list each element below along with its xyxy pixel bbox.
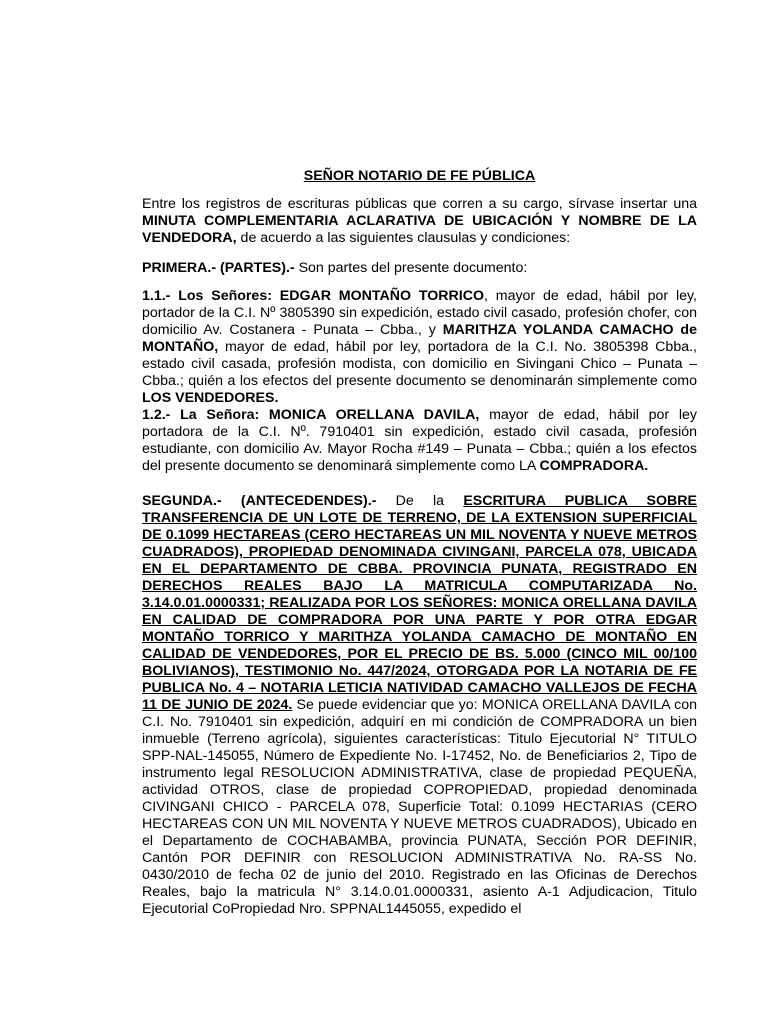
segunda-text-2: Se puede evidenciar que yo: MONICA ORELLANA DAVILA con C.I. No. 7910401 sin expedición, adquirí en mi condición de COMPRADORA un bien inmueble (Terreno agrícola), siguientes características: Titulo Ejecutorial N° TITULO SPP-NAL-145055, Número de Expediente No. I-17452, No. de Beneficiarios 2, Tipo de instrumento legal RESOLUCION ADMINISTRATIVA, clase de propiedad PEQUEÑA, actividad OTROS, clase de propiedad COPROPIEDAD, propiedad denominada CIVINGANI CHICO - PARCELA 078, Superficie Total: 0.1099 HECTARIAS (CERO HECTAREAS CON UN MIL NOVENTA Y NUEVE METROS CUADRADOS), Ubicado en el Departamento de COCHABAMBA, provincia PUNATA, Sección POR DEFINIR, Cantón POR DEFINIR con RESOLUCION ADMINISTRATIVA No. RA-SS No. 0430/2010 de fecha 02 de junio del 2010. Registrado en las Oficinas de Derechos Reales, bajo la matricula N° 3.14.0.01.0000331, asiento A-1 Adjudicacion, Titulo Ejecutorial CoPropiedad Nro. SPPNAL1445055, expedido el (142, 697, 697, 917)
clause-1-2-compradora: COMPRADORA. (539, 458, 649, 474)
clause-1-1 (142, 288, 697, 407)
clause-1-1-party-marithza: MARITHZA YOLANDA CAMACHO de MONTAÑO, (142, 322, 697, 355)
intro-paragraph (142, 196, 697, 247)
clause-1-1-number: 1.1.- (142, 288, 171, 304)
primera-text: Son partes del presente documento: (294, 260, 528, 276)
clause-1-2 (142, 407, 697, 475)
clause-1-1-text-1: , mayor de edad, hábil por ley, portador de la C.I. Nº 3805390 sin expedición, estado civil casado, profesión chofer, con domicilio Av. Costanera - Punata – Cbba., y (142, 288, 697, 338)
segunda-heading: SEGUNDA.- (ANTECEDENDES).- (142, 493, 377, 509)
segunda-clause (142, 493, 697, 918)
clause-1-2-party-monica: 1.2.- La Señora: MONICA ORELLANA DAVILA, (142, 407, 480, 423)
primera-clause (142, 260, 697, 277)
clause-1-1-vendedores: LOS VENDEDORES. (142, 390, 279, 406)
segunda-escritura-underlined: ESCRITURA PUBLICA SOBRE TRANSFERENCIA DE UN LOTE DE TERRENO, DE LA EXTENSION SUPERFICIAL DE 0.1099 HECTAREAS (CERO HECTAREAS UN MIL NOVENTA Y NUEVE METROS CUADRADOS), PROPIEDAD DENOMINADA CIVINGANI, PARCELA 078, UBICADA EN EL DEPARTAMENTO DE CBBA. PROVINCIA PUNATA, REGISTRADO EN DERECHOS REALES BAJO LA MATRICULA COMPUTARIZADA No. 3.14.0.01.0000331; REALIZADA POR LOS SEÑORES: MONICA ORELLANA DAVILA EN CALIDAD DE COMPRADORA POR UNA PARTE Y POR OTRA EDGAR MONTAÑO TORRICO Y MARITHZA YOLANDA CAMACHO DE MONTAÑO EN CALIDAD DE VENDEDORES, POR EL PRECIO DE BS. 5.000 (CINCO MIL 00/100 BOLIVIANOS), TESTIMONIO No. 447/2024, OTORGADA POR LA NOTARIA DE FE PUBLICA No. 4 – NOTARIA LETICIA NATIVIDAD CAMACHO VALLEJOS DE FECHA 11 DE JUNIO DE 2024. (142, 493, 697, 713)
primera-heading: PRIMERA.- (PARTES).- (142, 260, 295, 276)
clause-1-1-text-2: mayor de edad, hábil por ley, portadora de la C.I. No. 3805398 Cbba., estado civil casada, profesión modista, con domicilio en Sivingani Chico – Punata – Cbba.; quién a los efectos del presente documento se denominarán simplemente como (142, 339, 697, 389)
intro-text-1: Entre los registros de escrituras públicas que corren a su cargo, sírvase insertar una (142, 196, 697, 212)
intro-bold-minuta: MINUTA COMPLEMENTARIA ACLARATIVA DE UBICACIÓN Y NOMBRE DE LA VENDEDORA, (142, 213, 697, 246)
clause-1-2-text: mayor de edad, hábil por ley portadora de la C.I. Nº. 7910401 sin expedición, estado civil casada, profesión estudiante, con domicilio Av. Mayor Rocha #149 – Punata – Cbba.; quién a los efectos del presente documento se denominará simplemente como LA (142, 407, 697, 474)
segunda-text-1: De la (376, 493, 464, 509)
document-title: SEÑOR NOTARIO DE FE PÚBLICA (303, 168, 536, 184)
intro-text-2: de acuerdo a las siguientes clausulas y condiciones: (236, 230, 571, 246)
clause-1-1-party-edgar: Los Señores: EDGAR MONTAÑO TORRICO (170, 288, 484, 304)
